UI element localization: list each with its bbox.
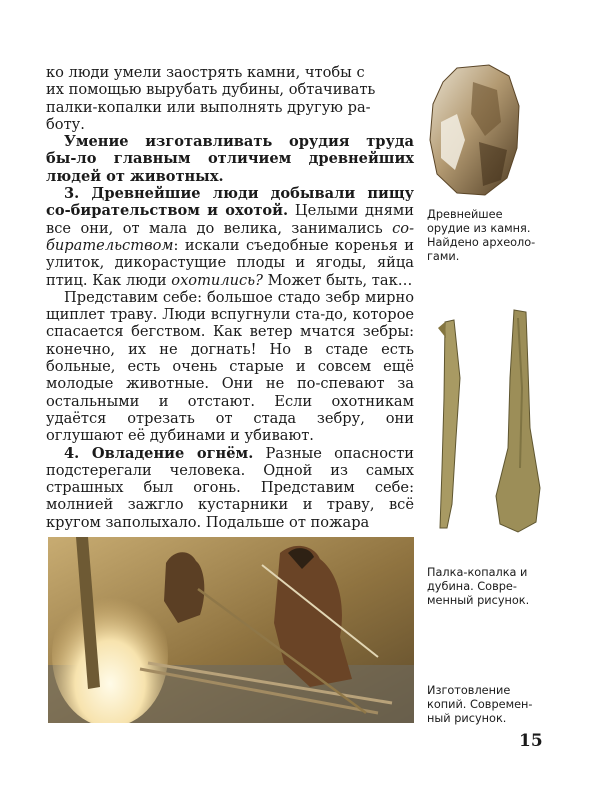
- section-4-text: Разные опасности подстерегали человека. Одной из самых страшных был огонь. Представим себе: молнией зажгло кустарники и траву, всё кругом заполыхало. Подальше от пожара: [46, 444, 414, 531]
- key-statement: [46, 133, 414, 185]
- term-gathering: со-бирательством: [46, 219, 414, 254]
- spears-caption: Изготовление копий. Современ-ный рисунок.: [427, 684, 533, 725]
- text-line: их помощью вырубать дубины, обтачивать: [46, 81, 376, 99]
- text-line: ко люди умели заострять камни, чтобы с: [46, 64, 365, 81]
- text-line: боту.: [46, 115, 85, 133]
- section-3-text-c: Может быть, так…: [262, 271, 413, 289]
- section-3-text-b: : искали съедобные коренья и улиток, дикорастущие плоды и ягоды, яйца птиц. Как люди: [46, 236, 414, 289]
- key-statement-text: Умение изготавливать орудия труда бы-ло главным отличием древнейших людей от животных.: [46, 133, 414, 185]
- term-hunting: охотились?: [171, 271, 263, 289]
- page-number: 15: [519, 731, 543, 751]
- section-4-paragraph: [46, 445, 414, 531]
- stone-tool-caption: Древнейшее орудие из камня. Найдено археоло-гами.: [427, 208, 536, 263]
- stone-tool-image: [427, 62, 522, 200]
- digging-stick-and-club-image: [430, 308, 545, 533]
- sticks-caption: Палка-копалка и дубина. Совре-менный рисунок.: [427, 566, 530, 607]
- section-4-title: 4. Овладение огнём.: [64, 444, 254, 462]
- section-3-text-a: Целыми днями все они, от мала до велика, занимались: [46, 202, 414, 237]
- section-3-title: 3. Древнейшие люди добывали пищу со-бирательством и охотой.: [46, 185, 414, 220]
- zebra-paragraph: Представим себе: большое стадо зебр мирно щиплет траву. Люди вспугнули ста-до, которое спасается бегством. Как ветер мчатся зебры: конечно, их не догнать! Но в стаде есть больные, есть очень старые и совсем ещё молодые животные. Они не по-спевают за остальными и отстают. Если охотникам удаётся отрезать от стада зебру, они оглушают её дубинами и убивают.: [46, 288, 414, 445]
- section-3-paragraph: [46, 185, 414, 289]
- main-text-column: [46, 64, 414, 531]
- text-line: палки-копалки или выполнять другую ра-: [46, 98, 371, 116]
- spear-making-scene-image: [48, 537, 414, 723]
